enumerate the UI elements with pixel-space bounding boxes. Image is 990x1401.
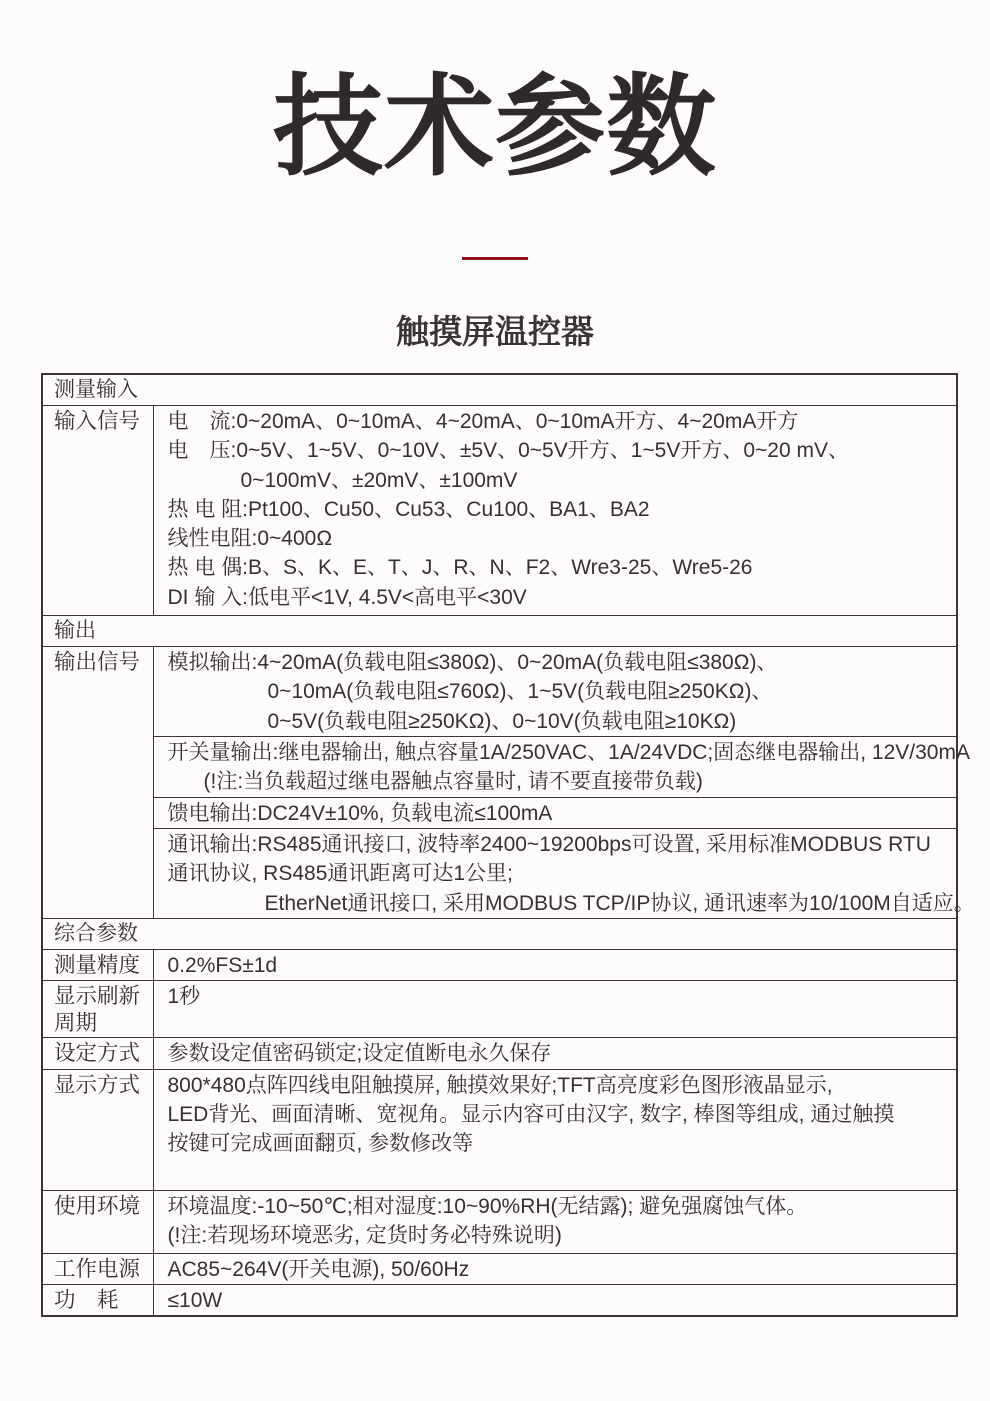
spec-line-rtd: 热 电 阻:Pt100、Cu50、Cu53、Cu100、BA1、BA2: [167, 497, 650, 521]
spec-line-accuracy: 0.2%FS±1d: [167, 954, 278, 978]
row-refresh-period: [42, 981, 957, 1038]
spec-line-di-input: DI 输 入:低电平<1V, 4.5V<高电平<30V: [167, 585, 527, 609]
section-row-general: [42, 919, 957, 950]
spec-line-comm-ethernet: EtherNet通讯接口, 采用MODBUS TCP/IP协议, 通讯速率为10/100M自适应。: [264, 891, 975, 915]
spec-line-display-3: 按键可完成画面翻页, 参数修改等: [167, 1132, 474, 1156]
row-output-signal-feed: [42, 797, 957, 828]
spec-line-comm-output: 通讯输出:RS485通讯接口, 波特率2400~19200bps可设置, 采用标准MODBUS RTU: [167, 833, 931, 857]
setting-mode-value: [153, 1038, 957, 1069]
spec-line-current: 电 流:0~20mA、0~10mA、4~20mA、0~10mA开方、4~20mA开方: [167, 410, 799, 433]
spec-line-voltage: 电 压:0~5V、1~5V、0~10V、±5V、0~5V开方、1~5V开方、0~20 mV、: [167, 439, 850, 463]
power-supply-value: [153, 1253, 957, 1284]
row-input-signal: [42, 406, 957, 616]
row-output-signal-comm: [42, 829, 957, 919]
row-output-signal-analog: [42, 647, 957, 737]
feed-output-content: [153, 797, 957, 828]
row-display-mode: [42, 1069, 957, 1190]
power-consumption-value: [153, 1285, 957, 1317]
row-accuracy: [42, 950, 957, 981]
spec-table: [41, 373, 975, 1317]
spec-line-refresh: 1秒: [167, 985, 201, 1009]
page-title: 技术参数: [273, 66, 717, 189]
section-header-output: 输出: [42, 616, 957, 647]
comm-output-content: [153, 829, 975, 919]
section-row-output: [42, 616, 957, 647]
row-environment: [42, 1190, 957, 1253]
section-header-general: 综合参数: [42, 919, 957, 950]
refresh-period-value: [153, 981, 957, 1038]
display-mode-value: [153, 1069, 957, 1190]
input-signal-label: 输入信号: [42, 406, 153, 616]
power-supply-label: 工作电源: [42, 1253, 153, 1284]
spec-line-voltage-cont: 0~100mV、±20mV、±100mV: [240, 468, 518, 492]
row-output-signal-switch: [42, 736, 957, 797]
spec-line-switch-output-note: (!注:当负载超过继电器触点容量时, 请不要直接带负载): [203, 770, 703, 794]
spec-line-feed-output: 馈电输出:DC24V±10%, 负载电流≤100mA: [167, 801, 553, 825]
section-header-measure-input: 测量输入: [42, 374, 957, 406]
row-power-supply: [42, 1253, 957, 1284]
accuracy-value: [153, 950, 957, 981]
page: [0, 62, 990, 1317]
input-signal-content: [153, 406, 957, 616]
spec-line-environment-1: 环境温度:-10~50℃;相对湿度:10~90%RH(无结露); 避免强腐蚀气体。: [167, 1194, 808, 1218]
spec-line-analog-output-cont1: 0~10mA(负载电阻≤760Ω)、1~5V(负载电阻≥250KΩ)、: [267, 680, 773, 704]
setting-mode-label: 设定方式: [42, 1038, 153, 1069]
analog-output-content: [153, 647, 957, 737]
spec-line-analog-output: 模拟输出:4~20mA(负载电阻≤380Ω)、0~20mA(负载电阻≤380Ω)、: [167, 651, 778, 674]
spec-line-switch-output: 开关量输出:继电器输出, 触点容量1A/250VAC、1A/24VDC;固态继电器输出, 12V/30mA: [167, 740, 970, 764]
title-divider: [462, 257, 528, 260]
display-mode-label: 显示方式: [42, 1069, 153, 1190]
spec-line-linear-resistance: 线性电阻:0~400Ω: [167, 527, 333, 551]
environment-label: 使用环境: [42, 1190, 153, 1253]
output-signal-label: 输出信号: [42, 647, 153, 919]
spec-line-setting: 参数设定值密码锁定;设定值断电永久保存: [167, 1042, 552, 1066]
spec-line-analog-output-cont2: 0~5V(负载电阻≥250KΩ)、0~10V(负载电阻≥10KΩ): [267, 709, 737, 733]
row-power-consumption: [42, 1285, 957, 1317]
section-row-measure-input: [42, 374, 957, 406]
product-subtitle: 触摸屏温控器: [396, 313, 594, 350]
switch-output-content: [153, 736, 970, 797]
spec-line-power-consumption: ≤10W: [167, 1289, 223, 1313]
refresh-period-label: 显示刷新周期: [42, 981, 153, 1038]
spec-line-environment-2: (!注:若现场环境恶劣, 定货时务必特殊说明): [167, 1224, 562, 1248]
environment-value: [153, 1190, 957, 1253]
power-consumption-label: 功 耗: [42, 1285, 153, 1317]
accuracy-label: 测量精度: [42, 950, 153, 981]
spec-line-display-1: 800*480点阵四线电阻触摸屏, 触摸效果好;TFT高亮度彩色图形液晶显示,: [167, 1073, 833, 1097]
spec-line-display-2: LED背光、画面清晰、宽视角。显示内容可由汉字, 数字, 棒图等组成, 通过触摸: [167, 1103, 895, 1127]
spec-line-thermocouple: 热 电 偶:B、S、K、E、T、J、R、N、F2、Wre3-25、Wre5-26: [167, 556, 753, 580]
spec-line-power-supply: AC85~264V(开关电源), 50/60Hz: [167, 1257, 470, 1281]
spec-line-comm-output-cont: 通讯协议, RS485通讯距离可达1公里;: [167, 862, 513, 886]
row-setting-mode: [42, 1038, 957, 1069]
